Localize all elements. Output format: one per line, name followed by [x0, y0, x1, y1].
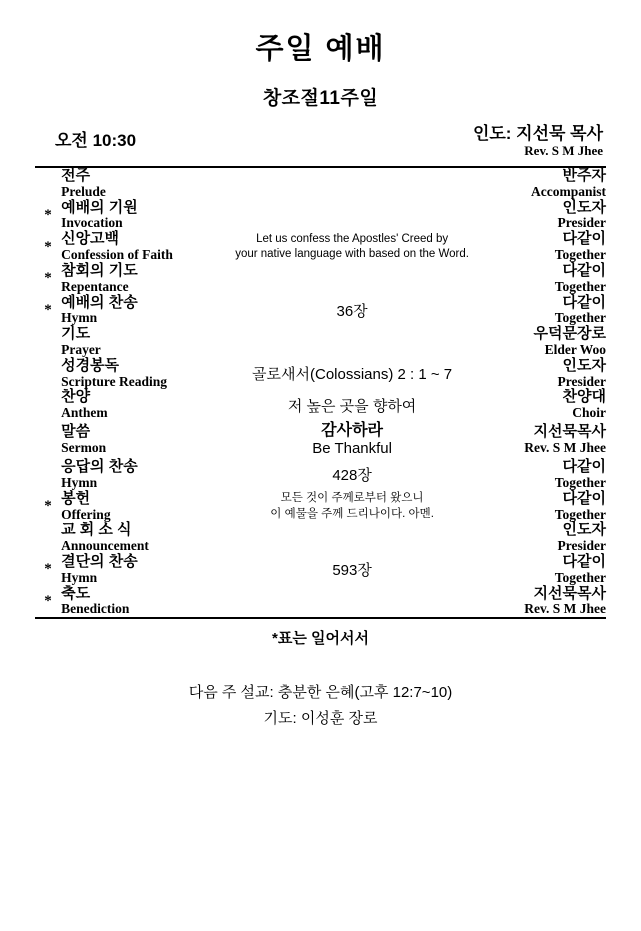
order-participant-eng: Elder Woo [544, 342, 606, 357]
order-participant-eng: Rev. S M Jhee [524, 440, 606, 456]
standing-marker: * [44, 238, 52, 255]
service-leader [473, 124, 603, 158]
order-item-kor: 기도 [61, 325, 91, 343]
order-participant-eng: Together [554, 569, 606, 585]
standing-marker: * [35, 586, 61, 619]
order-item-eng: Sermon [61, 440, 107, 456]
order-item-kor: 교 회 소 식 [61, 521, 132, 539]
order-detail-line: 감사하라 [321, 422, 383, 440]
order-detail [227, 167, 478, 200]
order-participant [478, 459, 606, 491]
order-participant [478, 263, 606, 295]
order-participant [478, 231, 606, 263]
order-detail [227, 522, 478, 554]
order-participant-eng: Together [554, 247, 606, 263]
service-time: 오전 10:30 [55, 131, 137, 150]
order-item [61, 389, 227, 421]
order-participant-eng: Presider [557, 373, 606, 389]
order-participant-kor: 인도자 [562, 356, 606, 374]
order-detail-line: Be Thankful [312, 440, 392, 458]
order-participant-kor: 지선묵목사 [533, 584, 606, 602]
table-row [35, 586, 606, 619]
order-item-kor: 결단의 찬송 [61, 552, 138, 570]
order-detail-line: 이 예물을 주께 드리나이다. 아멘. [270, 507, 434, 520]
order-item-kor: 축도 [61, 584, 91, 602]
order-item-eng: Offering [61, 506, 111, 522]
order-item-kor: 예배의 기원 [61, 198, 138, 216]
order-item-kor: 봉헌 [61, 489, 91, 507]
order-item-eng: Invocation [61, 215, 123, 231]
order-participant-eng: Together [554, 506, 606, 522]
order-participant-kor: 다같이 [562, 552, 606, 570]
order-detail [227, 459, 478, 491]
order-participant [478, 200, 606, 232]
order-participant-eng: Choir [572, 405, 606, 421]
order-detail-line: Let us confess the Apostles' Creed by [256, 232, 449, 245]
standing-marker [35, 421, 61, 459]
order-participant-kor: 다같이 [562, 261, 606, 279]
order-item [61, 263, 227, 295]
table-row [35, 358, 606, 390]
standing-marker [35, 389, 61, 421]
order-participant-kor: 반주자 [562, 167, 606, 184]
order-item [61, 326, 227, 358]
order-item-eng: Benediction [61, 601, 130, 617]
order-item [61, 459, 227, 491]
table-row [35, 459, 606, 491]
order-detail-line: 36장 [336, 302, 368, 320]
order-participant-kor: 다같이 [562, 489, 606, 507]
standing-marker [35, 167, 61, 200]
bulletin-page [0, 26, 641, 931]
order-item-kor: 말씀 [61, 423, 91, 441]
order-item-eng: Confession of Faith [61, 247, 173, 263]
order-participant-eng: Presider [557, 215, 606, 231]
order-detail-line: 모든 것이 주께로부터 왔으니 [280, 492, 424, 504]
order-participant-eng: Together [554, 278, 606, 294]
order-detail [227, 231, 478, 263]
standing-marker: * [44, 206, 52, 223]
order-participant [478, 167, 606, 200]
order-item [61, 421, 227, 459]
order-participant-kor: 인도자 [562, 521, 606, 539]
table-row [35, 491, 606, 523]
service-leader-eng: Rev. S M Jhee [524, 143, 603, 159]
standing-marker: * [44, 498, 52, 515]
order-participant [478, 522, 606, 554]
footer-line-prayer: 기도: 이성훈 장로 [263, 709, 378, 727]
order-participant-eng: Rev. S M Jhee [524, 601, 606, 617]
table-row [35, 263, 606, 295]
order-detail [227, 586, 478, 619]
table-row [35, 200, 606, 232]
order-detail [227, 295, 478, 327]
order-participant-kor: 찬양대 [562, 388, 606, 406]
order-item-kor: 참회의 기도 [61, 261, 138, 279]
order-item-eng: Hymn [61, 474, 98, 490]
order-item-eng: Hymn [61, 310, 98, 326]
table-row [35, 326, 606, 358]
table-row [35, 522, 606, 554]
order-detail-line: 저 높은 곳을 향하여 [287, 397, 417, 415]
order-item-eng: Anthem [61, 405, 108, 421]
service-leader-kor: 인도: 지선묵 목사 [472, 124, 603, 143]
order-detail [227, 491, 478, 523]
order-participant-eng: Together [554, 474, 606, 490]
order-participant-eng: Accompanist [531, 183, 606, 199]
order-participant-eng: Presider [557, 538, 606, 554]
order-detail-line: 593장 [332, 562, 372, 580]
order-participant-kor: 인도자 [562, 198, 606, 216]
order-participant [478, 491, 606, 523]
order-detail [227, 389, 478, 421]
order-item [61, 586, 227, 619]
order-item-eng: Prayer [61, 342, 101, 357]
order-item [61, 358, 227, 390]
page-title: 주일 예배 [255, 33, 386, 65]
order-item [61, 167, 227, 200]
standing-marker: * [44, 270, 52, 287]
order-participant [478, 421, 606, 459]
order-participant-kor: 다같이 [562, 458, 606, 476]
order-item-eng: Scripture Reading [61, 373, 167, 389]
standing-marker [35, 459, 61, 491]
standing-marker [35, 358, 61, 390]
order-item [61, 522, 227, 554]
order-detail-line: 골로새서(Colossians) 2 : 1 ~ 7 [252, 366, 453, 384]
order-detail-line: your native language with based on the Word. [235, 248, 469, 261]
order-participant [478, 358, 606, 390]
order-participant [478, 295, 606, 327]
order-participant [478, 554, 606, 586]
order-item-eng: Hymn [61, 569, 98, 585]
order-detail [227, 421, 478, 459]
order-item-kor: 성경봉독 [61, 356, 120, 374]
footer-notes [0, 680, 641, 731]
page-subtitle: 창조절11주일 [262, 88, 379, 109]
order-participant-kor: 지선묵목사 [533, 423, 606, 441]
order-item [61, 200, 227, 232]
order-item [61, 295, 227, 327]
order-item-kor: 신앙고백 [61, 230, 120, 248]
order-item-kor: 응답의 찬송 [61, 458, 138, 476]
standing-marker [35, 326, 61, 358]
order-item [61, 231, 227, 263]
order-item-eng: Prelude [61, 183, 106, 199]
table-row [35, 231, 606, 263]
order-item-kor: 전주 [61, 167, 91, 184]
order-participant-kor: 다같이 [562, 293, 606, 311]
order-participant-kor: 다같이 [562, 230, 606, 248]
order-participant-kor: 우덕문장로 [533, 325, 606, 343]
table-row [35, 389, 606, 421]
order-participant [478, 326, 606, 358]
footer-line-next-sermon: 다음 주 설교: 충분한 은혜(고후 12:7~10) [188, 684, 453, 702]
standing-marker: * [44, 301, 52, 318]
order-participant-eng: Together [554, 310, 606, 326]
order-item-eng: Repentance [61, 278, 129, 294]
order-item-eng: Announcement [61, 538, 149, 554]
order-detail [227, 554, 478, 586]
order-of-worship-table [35, 166, 606, 619]
order-detail-line: 428장 [332, 467, 372, 485]
table-row [35, 554, 606, 586]
order-detail [227, 326, 478, 358]
order-detail [227, 358, 478, 390]
table-row [35, 421, 606, 459]
order-detail [227, 200, 478, 232]
service-header [0, 126, 641, 166]
order-item-kor: 예배의 찬송 [61, 293, 138, 311]
standing-marker [35, 522, 61, 554]
order-item [61, 491, 227, 523]
order-detail [227, 263, 478, 295]
standing-footnote: *표는 일어서서 [272, 630, 369, 648]
order-participant [478, 586, 606, 619]
table-row [35, 167, 606, 200]
table-row [35, 295, 606, 327]
standing-marker: * [44, 561, 52, 578]
order-participant [478, 389, 606, 421]
order-item [61, 554, 227, 586]
order-item-kor: 찬양 [61, 388, 91, 406]
